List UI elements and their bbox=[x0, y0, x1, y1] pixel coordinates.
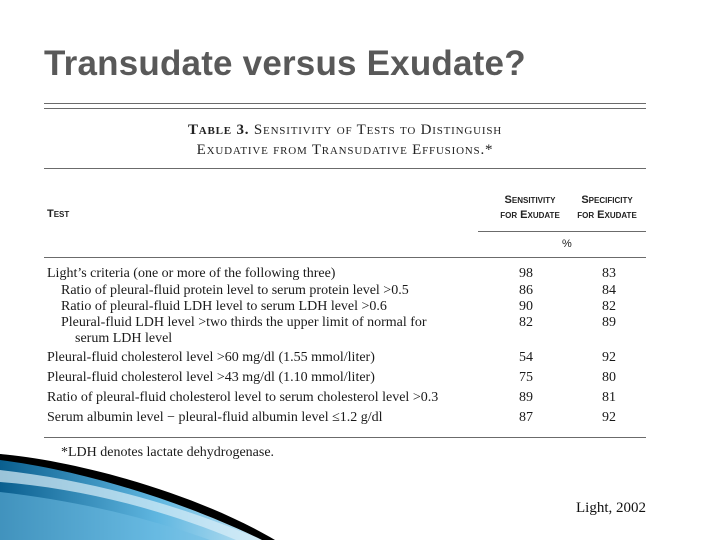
table-caption bbox=[44, 120, 646, 160]
slide-title: Transudate versus Exudate? bbox=[44, 44, 526, 83]
header-specificity-line2: for Exudate bbox=[577, 209, 637, 221]
specificity-value: 84 bbox=[602, 283, 616, 298]
sensitivity-value: 87 bbox=[519, 410, 533, 425]
header-rule bbox=[478, 231, 646, 232]
table-bottom-rule bbox=[44, 437, 646, 438]
specificity-value: 81 bbox=[602, 390, 616, 405]
sensitivity-value: 86 bbox=[519, 283, 533, 298]
header-test: Test bbox=[47, 208, 70, 220]
sensitivity-value: 98 bbox=[519, 266, 533, 281]
specificity-value: 92 bbox=[602, 410, 616, 425]
table-footnote: *LDH denotes lactate dehydrogenase. bbox=[61, 445, 275, 460]
table-number: Table 3. bbox=[187, 122, 250, 138]
specificity-value: 82 bbox=[602, 299, 616, 314]
sensitivity-value: 82 bbox=[519, 315, 533, 330]
specificity-value: 92 bbox=[602, 350, 616, 365]
row-label bbox=[47, 315, 501, 347]
header-bottom-rule bbox=[44, 257, 646, 258]
caption-line-2: Exudative from Transudative Effusions.* bbox=[196, 142, 494, 158]
specificity-value: 83 bbox=[602, 266, 616, 281]
citation: Light, 2002 bbox=[576, 500, 646, 516]
specificity-value: 80 bbox=[602, 370, 616, 385]
row-label: Pleural-fluid cholesterol level >60 mg/dl (1.55 mmol/liter) bbox=[47, 350, 375, 365]
header-sensitivity-line2: for Exudate bbox=[500, 209, 560, 221]
sensitivity-value: 75 bbox=[519, 370, 533, 385]
sensitivity-value: 54 bbox=[519, 350, 533, 365]
row-label: Pleural-fluid cholesterol level >43 mg/dl (1.10 mmol/liter) bbox=[47, 370, 375, 385]
sensitivity-value: 89 bbox=[519, 390, 533, 405]
header-sensitivity-line1: Sensitivity bbox=[504, 194, 556, 206]
header-specificity bbox=[565, 193, 649, 223]
row-label: Serum albumin level − pleural-fluid albumin level ≤1.2 g/dl bbox=[47, 410, 383, 425]
row-label: Light’s criteria (one or more of the following three) bbox=[47, 266, 336, 281]
row-label-line2: serum LDH level bbox=[75, 331, 173, 346]
caption-line-1: Sensitivity of Tests to Distinguish bbox=[253, 122, 502, 138]
row-label: Ratio of pleural-fluid cholesterol level to serum cholesterol level >0.3 bbox=[47, 390, 439, 405]
header-specificity-line1: Specificity bbox=[581, 194, 633, 206]
row-label: Ratio of pleural-fluid LDH level to serum LDH level >0.6 bbox=[61, 299, 387, 314]
top-double-rule-2 bbox=[44, 108, 646, 109]
specificity-value: 89 bbox=[602, 315, 616, 330]
row-label-line1: Pleural-fluid LDH level >two thirds the upper limit of normal for bbox=[61, 315, 427, 330]
row-label: Ratio of pleural-fluid protein level to serum protein level >0.5 bbox=[61, 283, 409, 298]
percent-unit: % bbox=[562, 238, 572, 250]
caption-rule bbox=[44, 168, 646, 169]
sensitivity-value: 90 bbox=[519, 299, 533, 314]
top-double-rule-1 bbox=[44, 103, 646, 104]
